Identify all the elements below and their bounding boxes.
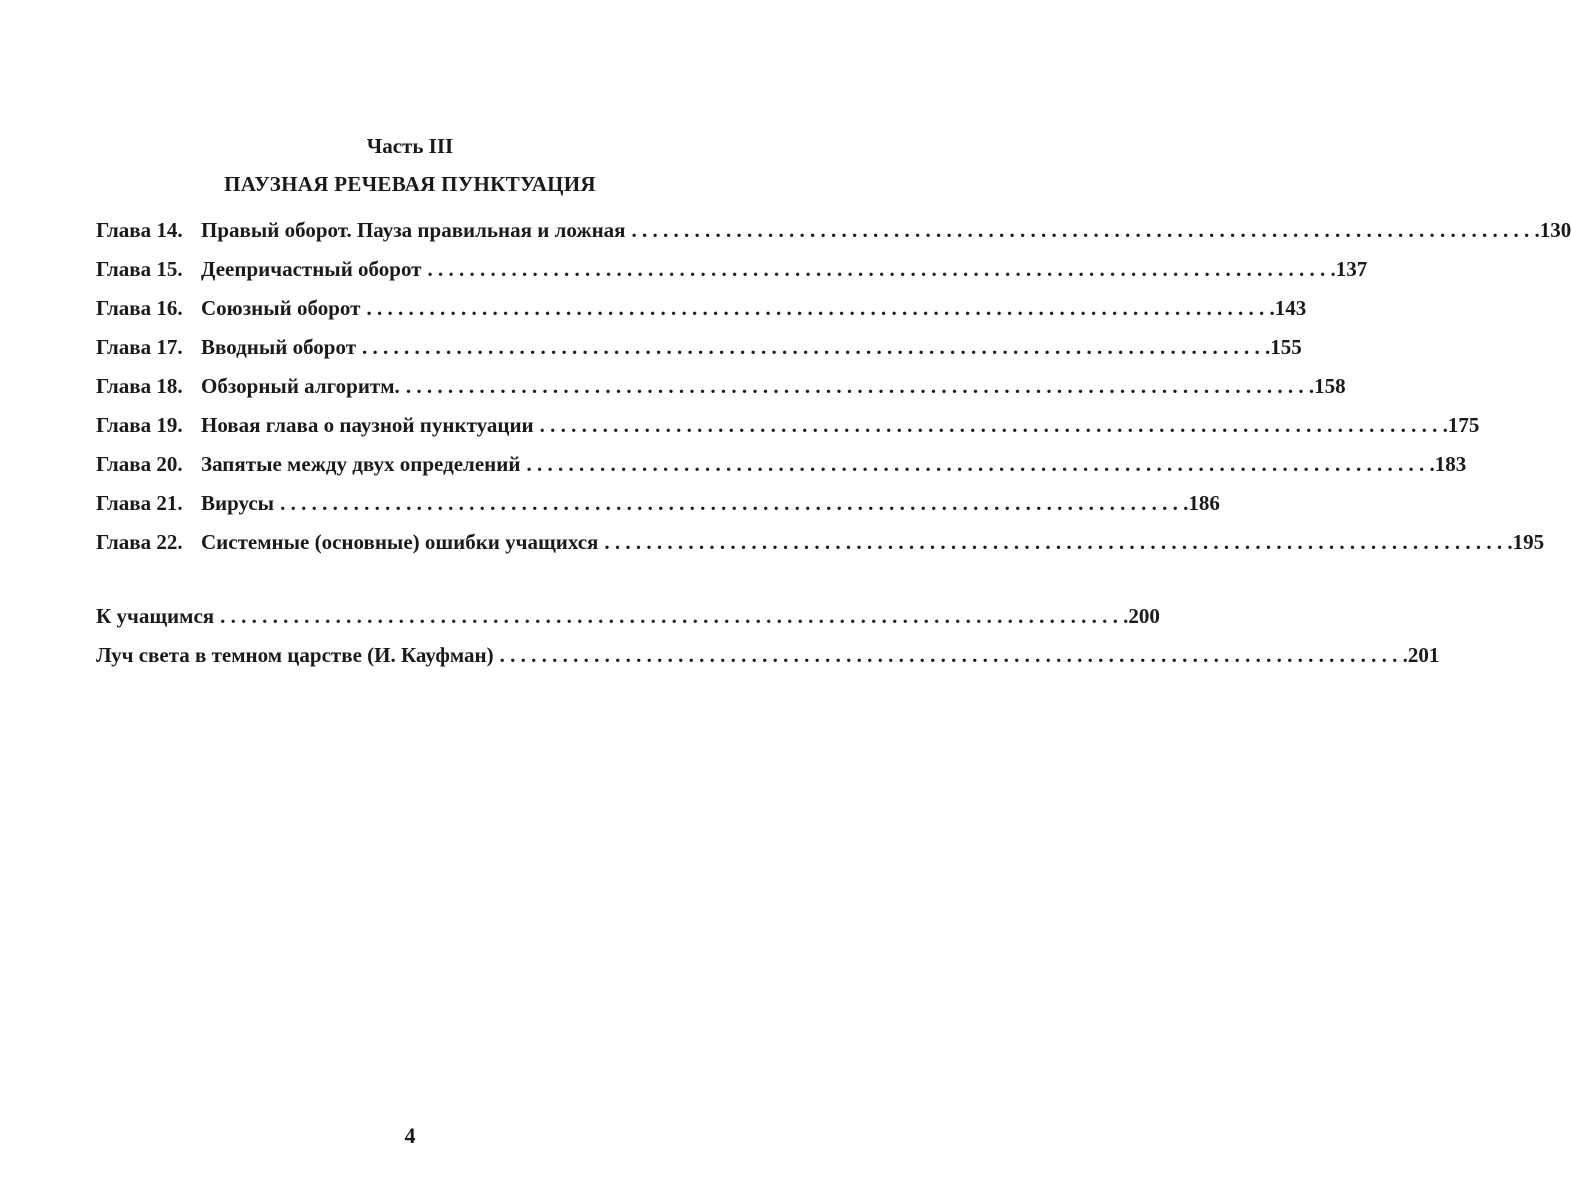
chapter-number: Глава 20. [96,452,183,476]
toc-entry-chapter-15 [96,250,1368,289]
chapter-title: Вводный оборот [201,335,357,359]
entry-title: Луч света в темном царстве (И. Кауфман) [96,643,494,667]
dot-leader [360,289,1274,328]
chapter-number: Глава 14. [96,218,183,242]
chapter-title: Союзный оборот [201,296,361,320]
dot-leader [400,367,1314,406]
chapter-number: Глава 17. [96,335,183,359]
table-of-contents-appendix [96,597,1440,675]
page-ref: 130 [1539,218,1571,242]
dot-leader [214,597,1128,636]
page-ref: 183 [1434,452,1467,476]
dot-leader [274,484,1188,523]
page-number: 4 [404,1123,416,1148]
page-ref: 175 [1447,413,1480,437]
toc-entry-chapter-22 [96,523,1545,562]
toc-entry-ray-of-light [96,636,1440,675]
chapter-title: Правый оборот. Пауза правильная и ложная [201,218,626,242]
table-of-contents [96,211,1571,562]
toc-entry-chapter-20 [96,445,1467,484]
chapter-title: Обзорный алгоритм. [201,374,400,398]
chapter-title: Запятые между двух определений [201,452,521,476]
part-label: Часть III [366,134,454,158]
chapter-title: Новая глава о паузной пунктуации [201,413,534,437]
toc-entry-chapter-21 [96,484,1220,523]
page-ref: 158 [1314,374,1346,398]
page-ref: 143 [1274,296,1307,320]
dot-leader [520,445,1434,484]
part-title: ПАУЗНАЯ РЕЧЕВАЯ ПУНКТУАЦИЯ [224,172,596,196]
toc-entry-to-students [96,597,1160,636]
dot-leader [534,406,1448,445]
chapter-title: Вирусы [201,491,275,515]
chapter-number: Глава 18. [96,374,183,398]
toc-entry-chapter-14 [96,211,1571,250]
chapter-number: Глава 19. [96,413,183,437]
chapter-number: Глава 22. [96,530,183,554]
dot-leader [494,636,1408,675]
dot-leader [626,211,1540,250]
toc-entry-chapter-19 [96,406,1480,445]
chapter-number: Глава 15. [96,257,183,281]
page-ref: 155 [1270,335,1302,359]
toc-entry-chapter-18 [96,367,1346,406]
page-ref: 195 [1512,530,1545,554]
toc-entry-chapter-16 [96,289,1307,328]
chapter-number: Глава 21. [96,491,183,515]
chapter-number: Глава 16. [96,296,183,320]
page-ref: 186 [1188,491,1220,515]
dot-leader [422,250,1336,289]
page-ref: 201 [1407,643,1440,667]
toc-entry-chapter-17 [96,328,1302,367]
page-ref: 200 [1128,604,1160,628]
dot-leader [356,328,1270,367]
page-ref: 137 [1335,257,1368,281]
chapter-title: Деепричастный оборот [201,257,422,281]
dot-leader [598,523,1512,562]
entry-title: К учащимся [96,604,215,628]
chapter-title: Системные (основные) ошибки учащихся [201,530,599,554]
